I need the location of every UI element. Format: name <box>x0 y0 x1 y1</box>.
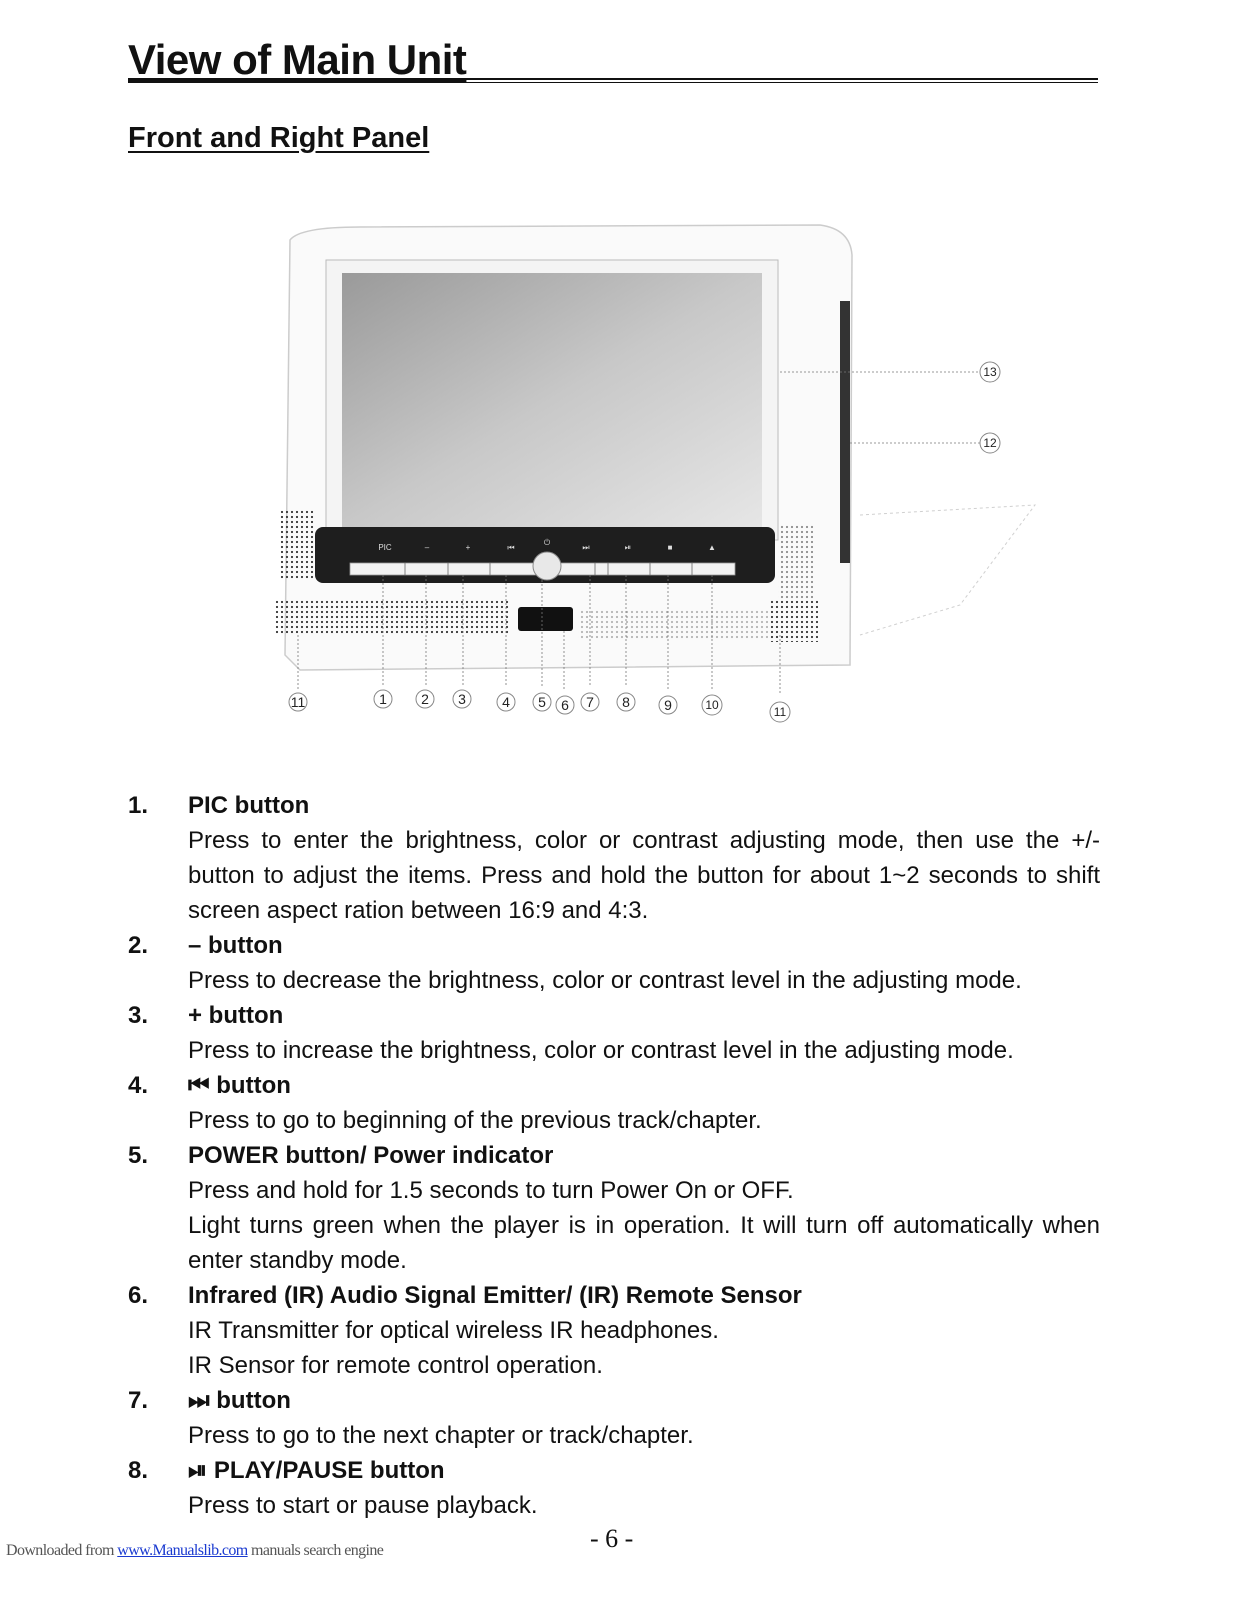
svg-text:11: 11 <box>290 694 306 710</box>
svg-text:13: 13 <box>983 365 997 379</box>
section-subtitle: Front and Right Panel <box>128 122 430 154</box>
svg-text:1: 1 <box>379 691 387 707</box>
svg-text:2: 2 <box>421 691 429 707</box>
item-heading: + button <box>188 1002 284 1029</box>
list-item <box>128 998 1100 1068</box>
footer-prefix: Downloaded from <box>6 1542 118 1559</box>
callout-4 <box>497 693 515 711</box>
callout-3 <box>453 690 471 708</box>
svg-text:▲: ▲ <box>708 543 716 552</box>
button-description-list <box>128 788 1100 1523</box>
list-item <box>128 1278 1100 1383</box>
callout-12 <box>980 433 1000 453</box>
main-unit-diagram <box>260 215 1060 735</box>
item-description: Press to go to the next chapter or track/chapter. <box>188 1422 694 1449</box>
svg-text:⏮: ⏮ <box>507 543 515 552</box>
item-number: 1. <box>128 792 149 819</box>
callout-7 <box>581 693 599 711</box>
callout-1 <box>374 690 392 708</box>
svg-text:⏭: ⏭ <box>582 543 590 552</box>
svg-text:3: 3 <box>458 691 466 707</box>
list-item <box>128 928 1100 998</box>
svg-text:+: + <box>465 543 471 552</box>
svg-text:10: 10 <box>705 698 719 712</box>
item-description: Press to increase the brightness, color or contrast level in the adjusting mode. <box>188 1037 1014 1064</box>
svg-text:4: 4 <box>502 694 510 710</box>
title-rule <box>128 78 1098 83</box>
item-number: 7. <box>128 1387 149 1414</box>
manualslib-link[interactable]: www.Manualslib.com <box>117 1542 248 1559</box>
item-number: 3. <box>128 1002 149 1029</box>
callout-11-left <box>289 693 307 711</box>
item-description: Press to enter the brightness, color or contrast adjusting mode, then use the +/- button to adjust the items. Press and hold the button for about 1~2 seconds to shift screen aspect ration between 16:9 and 4:3. <box>188 827 1100 924</box>
item-heading: ⏮ button <box>188 1072 291 1099</box>
svg-text:11: 11 <box>773 705 787 719</box>
svg-text:9: 9 <box>664 697 672 713</box>
callout-9 <box>659 696 677 714</box>
item-description: IR Transmitter for optical wireless IR headphones. <box>188 1317 719 1344</box>
callout-5 <box>533 693 551 711</box>
screen <box>342 273 762 528</box>
page-number: - 6 - <box>590 1524 634 1553</box>
item-number: 2. <box>128 932 149 959</box>
list-item <box>128 1138 1100 1278</box>
item-heading: – button <box>188 932 283 959</box>
item-number: 8. <box>128 1457 149 1484</box>
item-heading: Infrared (IR) Audio Signal Emitter/ (IR) Remote Sensor <box>188 1282 802 1309</box>
item-number: 4. <box>128 1072 149 1099</box>
list-item <box>128 1068 1100 1138</box>
callout-10 <box>702 695 722 715</box>
svg-text:⏻: ⏻ <box>543 538 551 547</box>
svg-text:7: 7 <box>586 694 594 710</box>
callout-2 <box>416 690 434 708</box>
svg-text:–: – <box>424 543 430 552</box>
item-description: Light turns green when the player is in operation. It will turn off automatically when enter standby mode. <box>188 1212 1100 1274</box>
svg-text:■: ■ <box>667 543 673 552</box>
svg-text:5: 5 <box>538 694 546 710</box>
svg-text:8: 8 <box>622 694 630 710</box>
power-button <box>533 552 561 580</box>
item-heading: PIC button <box>188 792 310 819</box>
page-title: View of Main Unit <box>128 36 467 83</box>
item-number: 5. <box>128 1142 149 1169</box>
item-heading: ⏭ button <box>188 1387 291 1414</box>
callout-8 <box>617 693 635 711</box>
item-heading: POWER button/ Power indicator <box>188 1142 554 1169</box>
item-heading: ⏯ PLAY/PAUSE button <box>188 1457 445 1484</box>
item-description: Press to go to beginning of the previous track/chapter. <box>188 1107 762 1134</box>
item-number: 6. <box>128 1282 149 1309</box>
callout-6 <box>556 696 574 714</box>
download-footer <box>6 1542 383 1560</box>
ir-window <box>518 607 573 631</box>
footer-suffix: manuals search engine <box>247 1542 384 1559</box>
callout-13 <box>980 362 1000 382</box>
item-description: Press to start or pause playback. <box>188 1492 538 1519</box>
svg-text:PIC: PIC <box>378 543 392 552</box>
item-description: Press to decrease the brightness, color or contrast level in the adjusting mode. <box>188 967 1022 994</box>
callout-11-right <box>770 702 790 722</box>
svg-text:12: 12 <box>983 436 997 450</box>
item-description: Press and hold for 1.5 seconds to turn Power On or OFF. <box>188 1177 794 1204</box>
list-item <box>128 1453 1100 1523</box>
svg-text:6: 6 <box>561 697 569 713</box>
list-item <box>128 1383 1100 1453</box>
list-item <box>128 788 1100 928</box>
item-description: IR Sensor for remote control operation. <box>188 1352 603 1379</box>
svg-text:⏯: ⏯ <box>624 543 632 552</box>
